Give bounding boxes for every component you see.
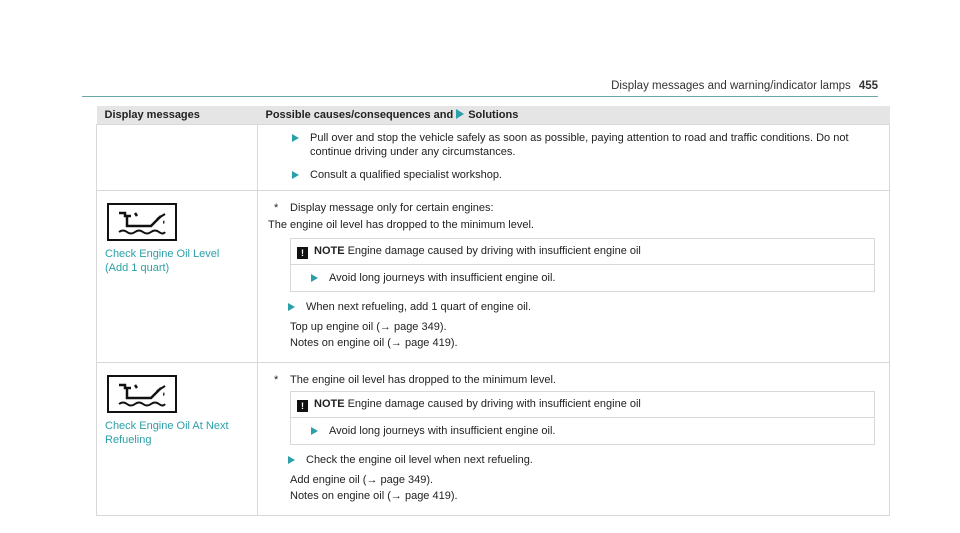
solution-text: When next refueling, add 1 quart of engine oil. — [306, 301, 532, 313]
after-note — [274, 453, 883, 503]
cause-text: The engine oil level has dropped to the minimum level. — [290, 374, 556, 386]
col-header-solutions: Solutions — [468, 109, 519, 121]
col-header-causes-solutions — [258, 106, 890, 125]
note-text: Engine damage caused by driving with insufficient engine oil — [347, 398, 641, 410]
cause-text: The engine oil level has dropped to the minimum level. — [268, 219, 534, 231]
engine-oil-level-icon — [107, 203, 177, 241]
solution-arrow-icon — [292, 171, 299, 179]
availability-note — [274, 373, 883, 387]
solution-arrow-icon — [456, 109, 464, 119]
availability-note — [274, 201, 883, 215]
page-reference: Notes on engine oil (→ page 419). — [290, 337, 458, 349]
page-reference: Add engine oil (→ page 349). — [290, 474, 434, 486]
solutions-cell — [258, 125, 890, 191]
table-row — [97, 125, 890, 191]
message-title-line1: Check Engine Oil At Next — [105, 420, 229, 432]
solution-item — [284, 131, 883, 159]
display-message-cell — [97, 363, 258, 516]
solution-arrow-icon — [311, 274, 318, 282]
asterisk: * — [274, 374, 279, 386]
solutions-cell — [258, 363, 890, 516]
empty-message-cell — [97, 125, 258, 191]
note-box — [290, 238, 875, 292]
table-row — [97, 363, 890, 516]
note-header — [291, 239, 874, 265]
col-header-display-messages: Display messages — [97, 106, 258, 125]
table-row — [97, 191, 890, 363]
note-label: NOTE — [314, 245, 345, 257]
page-header — [82, 80, 878, 97]
display-messages-table — [96, 106, 890, 516]
solution-arrow-icon — [288, 456, 295, 464]
note-solution — [291, 265, 874, 291]
solution-item — [284, 168, 883, 182]
note-text: Engine damage caused by driving with insufficient engine oil — [347, 245, 641, 257]
solution-item — [280, 453, 883, 467]
display-message-cell — [97, 191, 258, 363]
solution-text: Avoid long journeys with insufficient engine oil. — [329, 425, 556, 437]
solution-text: Pull over and stop the vehicle safely as soon as possible, paying attention to road and traffic conditions. Do not continue driving under any circumstances. — [310, 132, 849, 158]
availability-text: Display message only for certain engines: — [290, 202, 494, 214]
solution-arrow-icon — [292, 134, 299, 142]
note-header — [291, 392, 874, 418]
warning-icon: ! — [297, 247, 308, 259]
engine-oil-level-icon — [107, 375, 177, 413]
solution-text: Avoid long journeys with insufficient engine oil. — [329, 272, 556, 284]
warning-icon: ! — [297, 400, 308, 412]
solution-arrow-icon — [311, 427, 318, 435]
page-reference: Top up engine oil (→ page 349). — [290, 321, 447, 333]
table-header-row — [97, 106, 890, 125]
after-note — [274, 300, 883, 350]
page-reference: Notes on engine oil (→ page 419). — [290, 490, 458, 502]
col-header-causes: Possible causes/consequences and — [265, 109, 454, 121]
solution-text: Consult a qualified specialist workshop. — [310, 169, 502, 181]
message-title-line2: Refueling — [105, 434, 152, 446]
solution-item — [280, 300, 883, 314]
note-solution — [291, 418, 874, 444]
page-number: 455 — [858, 80, 878, 92]
running-header — [611, 80, 878, 92]
solutions-cell — [258, 191, 890, 363]
header-title: Display messages and warning/indicator lamps — [611, 80, 851, 92]
asterisk: * — [274, 202, 279, 214]
message-title-line1: Check Engine Oil Level — [105, 248, 220, 260]
solution-arrow-icon — [288, 303, 295, 311]
note-label: NOTE — [314, 398, 345, 410]
solution-text: Check the engine oil level when next refueling. — [306, 454, 533, 466]
note-box — [290, 391, 875, 445]
message-title-line2: (Add 1 quart) — [105, 262, 170, 274]
